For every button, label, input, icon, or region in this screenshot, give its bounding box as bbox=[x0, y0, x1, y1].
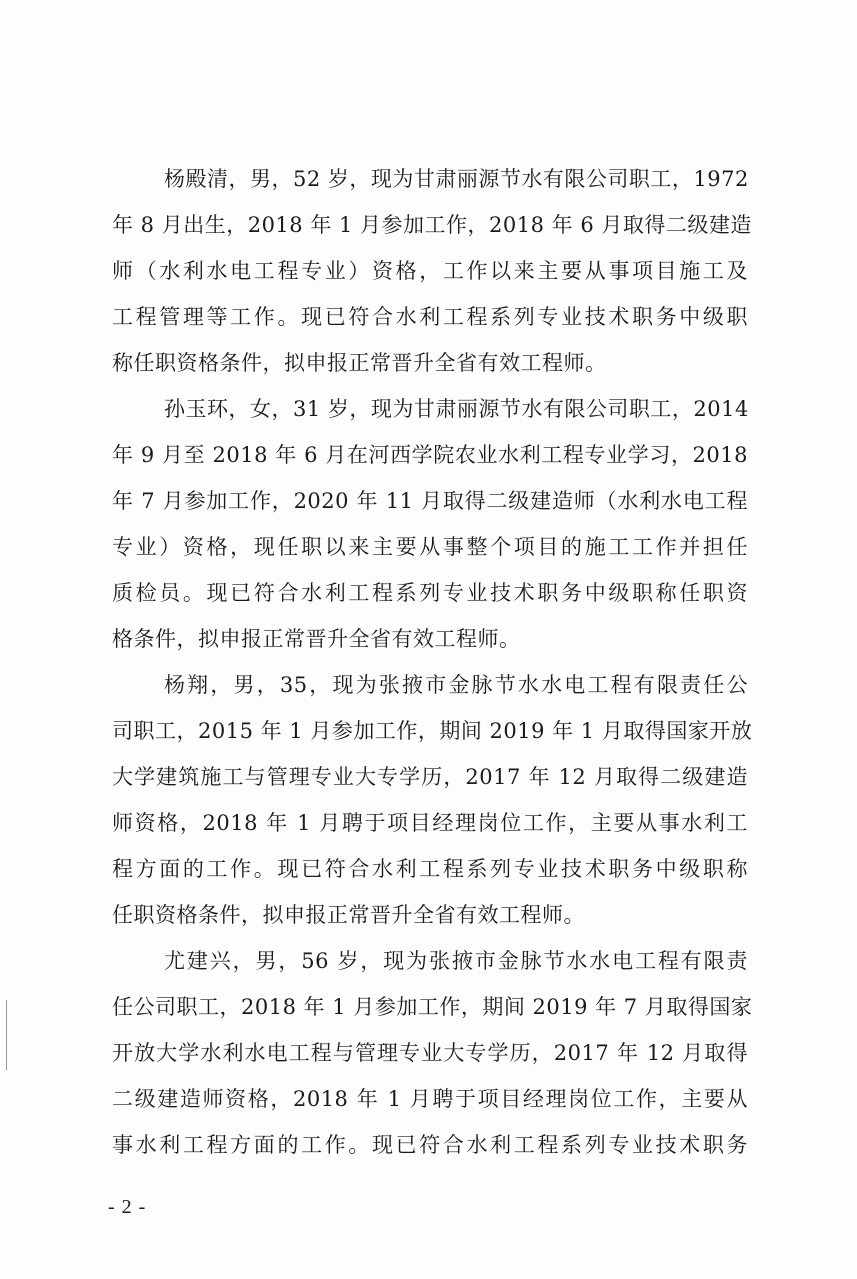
text-line: 工程管理等工作。现已符合水利工程系列专业技术职务中级职 bbox=[112, 305, 748, 329]
paragraph-yang-xiang bbox=[112, 662, 753, 938]
document-body bbox=[112, 156, 753, 1168]
text-line: 任职资格条件，拟申报正常晋升全省有效工程师。 bbox=[112, 903, 585, 927]
page-number: - 2 - bbox=[108, 1196, 147, 1218]
text-line: 孙玉环，女，31 岁，现为甘肃丽源节水有限公司职工，2014 bbox=[164, 397, 749, 421]
scan-edge-mark bbox=[6, 1000, 7, 1070]
text-line: 开放大学水利水电工程与管理专业大专学历，2017 年 12 月取得 bbox=[112, 1041, 748, 1065]
text-line: 任公司职工，2018 年 1 月参加工作，期间 2019 年 7 月取得国家 bbox=[112, 995, 753, 1019]
text-line: 师（水利水电工程专业）资格，工作以来主要从事项目施工及 bbox=[112, 259, 748, 283]
text-line: 事水利工程方面的工作。现已符合水利工程系列专业技术职务 bbox=[112, 1133, 748, 1157]
text-line: 师资格，2018 年 1 月聘于项目经理岗位工作，主要从事水利工 bbox=[112, 811, 748, 835]
text-line: 年 8 月出生，2018 年 1 月参加工作，2018 年 6 月取得二级建造 bbox=[112, 213, 752, 237]
text-line: 二级建造师资格，2018 年 1 月聘于项目经理岗位工作，主要从 bbox=[112, 1087, 748, 1111]
text-line: 大学建筑施工与管理专业大专学历，2017 年 12 月取得二级建造 bbox=[112, 765, 748, 789]
text-line: 年 7 月参加工作，2020 年 11 月取得二级建造师（水利水电工程 bbox=[112, 489, 748, 513]
paragraph-yang-dianqing bbox=[112, 156, 752, 386]
text-line: 程方面的工作。现已符合水利工程系列专业技术职务中级职称 bbox=[112, 857, 748, 881]
text-line: 司职工，2015 年 1 月参加工作，期间 2019 年 1 月取得国家开放 bbox=[112, 719, 753, 743]
text-line: 杨殿清，男，52 岁，现为甘肃丽源节水有限公司职工，1972 bbox=[164, 167, 749, 191]
text-line: 专业）资格，现任职以来主要从事整个项目的施工工作并担任 bbox=[112, 535, 748, 559]
text-line: 尤建兴，男，56 岁，现为张掖市金脉节水水电工程有限责 bbox=[164, 949, 748, 973]
paragraph-you-jianxing bbox=[112, 938, 753, 1168]
text-line: 年 9 月至 2018 年 6 月在河西学院农业水利工程专业学习，2018 bbox=[112, 443, 748, 467]
text-line: 质检员。现已符合水利工程系列专业技术职务中级职称任职资 bbox=[112, 581, 748, 605]
text-line: 称任职资格条件，拟申报正常晋升全省有效工程师。 bbox=[112, 351, 607, 375]
text-line: 杨翔，男，35，现为张掖市金脉节水水电工程有限责任公 bbox=[164, 673, 748, 697]
text-line: 格条件，拟申报正常晋升全省有效工程师。 bbox=[112, 627, 521, 651]
paragraph-sun-yuhuan bbox=[112, 386, 748, 662]
